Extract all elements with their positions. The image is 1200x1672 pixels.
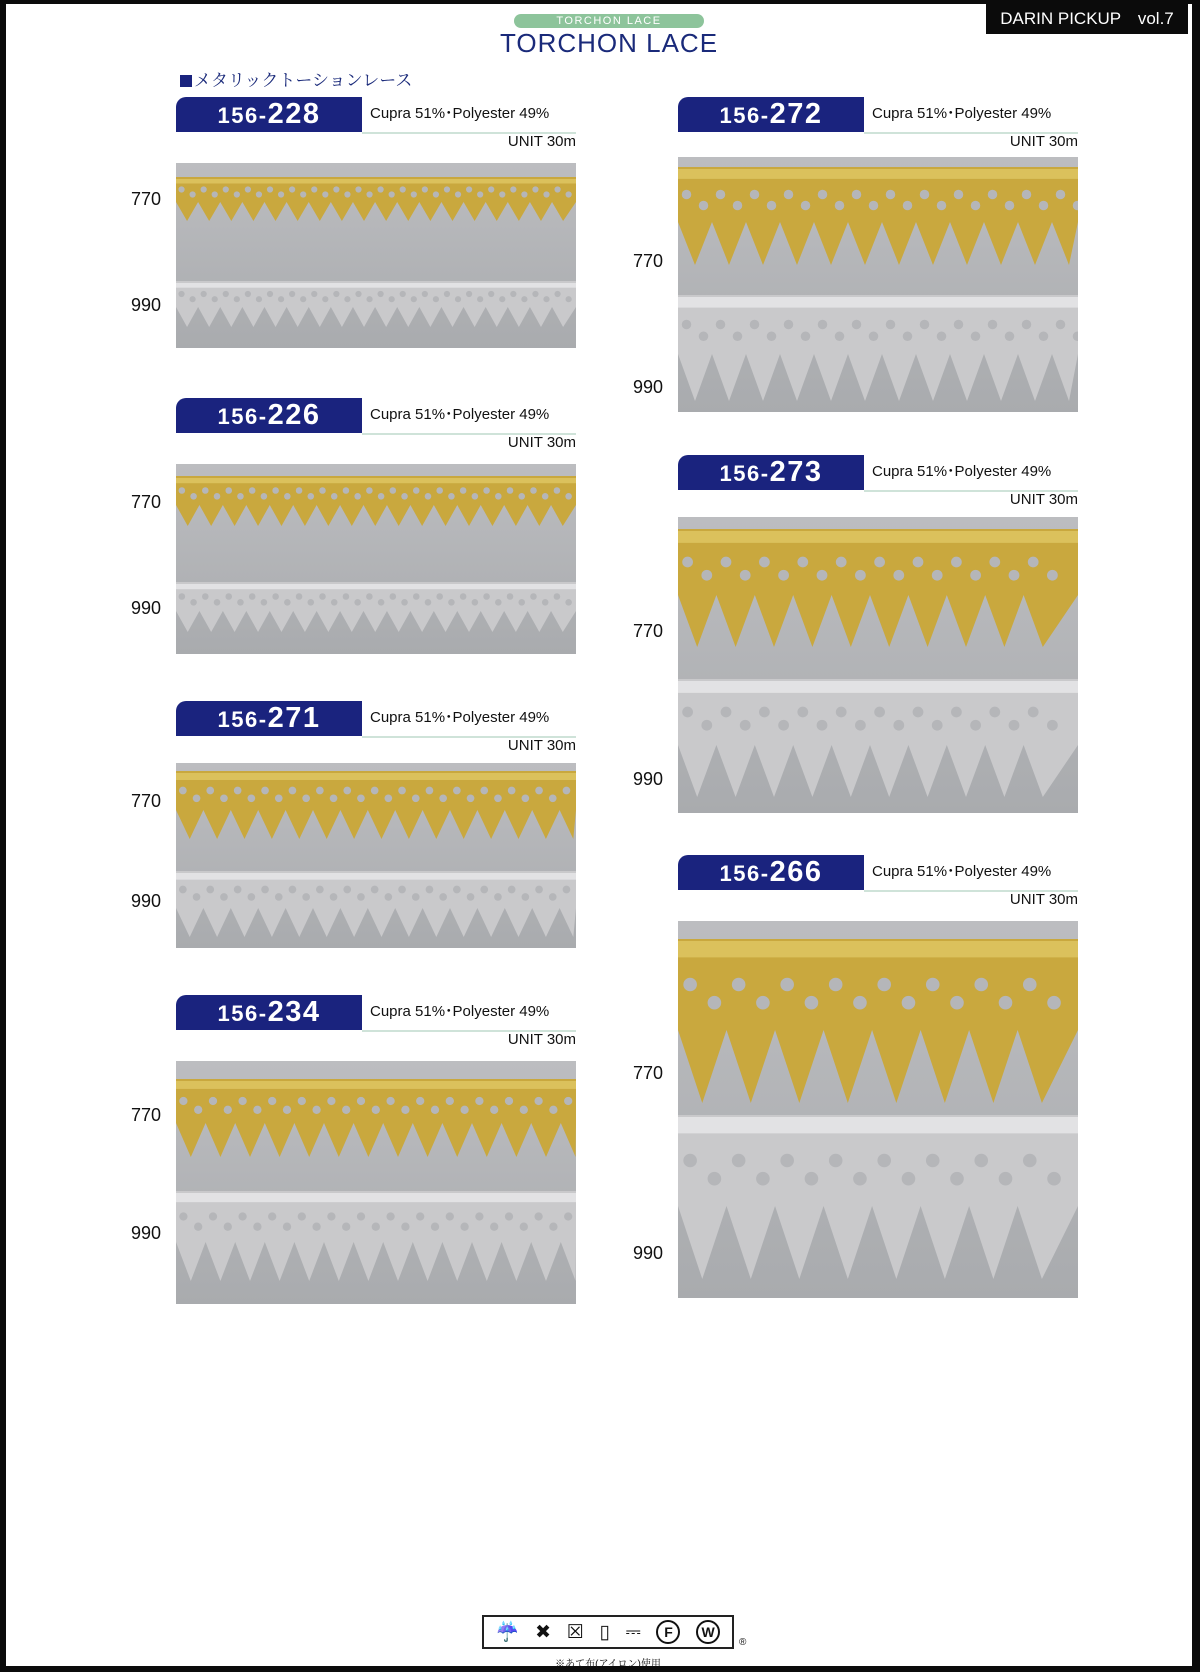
color-code-gold: 770 bbox=[131, 1105, 162, 1125]
catalog-page bbox=[6, 4, 1192, 1670]
silver-lace-sample bbox=[678, 679, 1078, 799]
registered-mark: ® bbox=[739, 1637, 747, 1648]
product-code-prefix: 156- bbox=[719, 103, 770, 128]
product-code bbox=[678, 855, 864, 890]
color-code-gold: 770 bbox=[131, 189, 162, 209]
product-code-prefix: 156- bbox=[217, 1001, 268, 1026]
product-code bbox=[176, 995, 362, 1030]
product-code-number: 272 bbox=[769, 98, 823, 130]
product-code bbox=[678, 455, 864, 490]
lace-swatch-photo bbox=[678, 921, 1078, 1298]
care-note: ※あて布(アイロン)使用 bbox=[555, 1659, 661, 1670]
color-code-gold: 770 bbox=[131, 791, 162, 811]
line-dry-icon: ▯ bbox=[599, 1621, 610, 1643]
unit-length: UNIT 30m bbox=[507, 1031, 576, 1048]
product-code-number: 266 bbox=[769, 856, 823, 888]
silver-lace-sample bbox=[678, 295, 1078, 403]
lace-swatch-photo bbox=[176, 163, 576, 348]
category-heading bbox=[180, 66, 412, 91]
silver-lace-sample bbox=[176, 871, 576, 939]
color-code-gold: 770 bbox=[633, 621, 664, 641]
unit-length: UNIT 30m bbox=[507, 133, 576, 150]
lace-swatch-photo bbox=[176, 1061, 576, 1304]
silver-lace-sample bbox=[176, 582, 576, 634]
category-label: メタリックトーションレース bbox=[194, 71, 413, 90]
material-composition: Cupra 51%･Polyester 49% bbox=[872, 863, 1052, 880]
silver-lace-sample bbox=[678, 1115, 1078, 1281]
product-code-number: 228 bbox=[267, 98, 321, 130]
color-code-gold: 770 bbox=[131, 492, 162, 512]
square-bullet-icon bbox=[180, 75, 192, 87]
no-tumble-dry-icon: ☒ bbox=[566, 1621, 584, 1643]
silver-lace-sample bbox=[176, 281, 576, 329]
color-code-silver: 990 bbox=[131, 1223, 162, 1243]
lace-swatch-photo bbox=[176, 464, 576, 654]
lace-swatch-photo bbox=[678, 517, 1078, 813]
unit-length: UNIT 30m bbox=[1009, 491, 1078, 508]
dryclean-f-icon: F bbox=[656, 1620, 680, 1644]
unit-length: UNIT 30m bbox=[1009, 133, 1078, 150]
color-code-silver: 990 bbox=[633, 1243, 664, 1263]
gold-lace-sample bbox=[176, 177, 576, 223]
material-composition: Cupra 51%･Polyester 49% bbox=[872, 105, 1052, 122]
product-code bbox=[176, 97, 362, 132]
gold-lace-sample bbox=[176, 1079, 576, 1159]
product-code-number: 234 bbox=[267, 996, 321, 1028]
product-code-prefix: 156- bbox=[217, 707, 268, 732]
gold-lace-sample bbox=[678, 167, 1078, 267]
lace-swatch-photo bbox=[176, 763, 576, 948]
silver-lace-sample bbox=[176, 1191, 576, 1283]
color-code-silver: 990 bbox=[131, 598, 162, 618]
product-code bbox=[176, 701, 362, 736]
product-code-prefix: 156- bbox=[217, 103, 268, 128]
care-symbols bbox=[482, 1615, 734, 1649]
color-code-silver: 990 bbox=[633, 377, 664, 397]
product-code-number: 271 bbox=[267, 702, 321, 734]
material-composition: Cupra 51%･Polyester 49% bbox=[370, 1003, 550, 1020]
no-bleach-icon: ✖ bbox=[535, 1621, 552, 1643]
unit-length: UNIT 30m bbox=[507, 737, 576, 754]
gold-lace-sample bbox=[678, 529, 1078, 649]
product-code-prefix: 156- bbox=[719, 861, 770, 886]
color-code-silver: 990 bbox=[131, 891, 162, 911]
material-composition: Cupra 51%･Polyester 49% bbox=[370, 709, 550, 726]
unit-length: UNIT 30m bbox=[507, 434, 576, 451]
page-title: TORCHON LACE bbox=[499, 28, 719, 58]
material-composition: Cupra 51%･Polyester 49% bbox=[872, 463, 1052, 480]
gold-lace-sample bbox=[678, 939, 1078, 1105]
product-code-prefix: 156- bbox=[719, 461, 770, 486]
section-pill: TORCHON LACE bbox=[514, 14, 704, 28]
wash-tub-icon: ☔ bbox=[495, 1621, 520, 1643]
product-code bbox=[176, 398, 362, 433]
color-code-gold: 770 bbox=[633, 1063, 664, 1083]
material-composition: Cupra 51%･Polyester 49% bbox=[370, 406, 550, 423]
product-code-prefix: 156- bbox=[217, 404, 268, 429]
color-code-gold: 770 bbox=[633, 251, 664, 271]
product-code-number: 273 bbox=[769, 456, 823, 488]
unit-length: UNIT 30m bbox=[1009, 891, 1078, 908]
iron-icon: ⎓ bbox=[625, 1621, 641, 1643]
color-code-silver: 990 bbox=[131, 295, 162, 315]
gold-lace-sample bbox=[176, 771, 576, 841]
wetclean-w-icon: W bbox=[696, 1620, 720, 1644]
gold-lace-sample bbox=[176, 476, 576, 528]
product-code bbox=[678, 97, 864, 132]
product-code-number: 226 bbox=[267, 399, 321, 431]
lace-swatch-photo bbox=[678, 157, 1078, 412]
color-code-silver: 990 bbox=[633, 769, 664, 789]
material-composition: Cupra 51%･Polyester 49% bbox=[370, 105, 550, 122]
brand-badge: DARIN PICKUP vol.7 bbox=[986, 4, 1188, 34]
